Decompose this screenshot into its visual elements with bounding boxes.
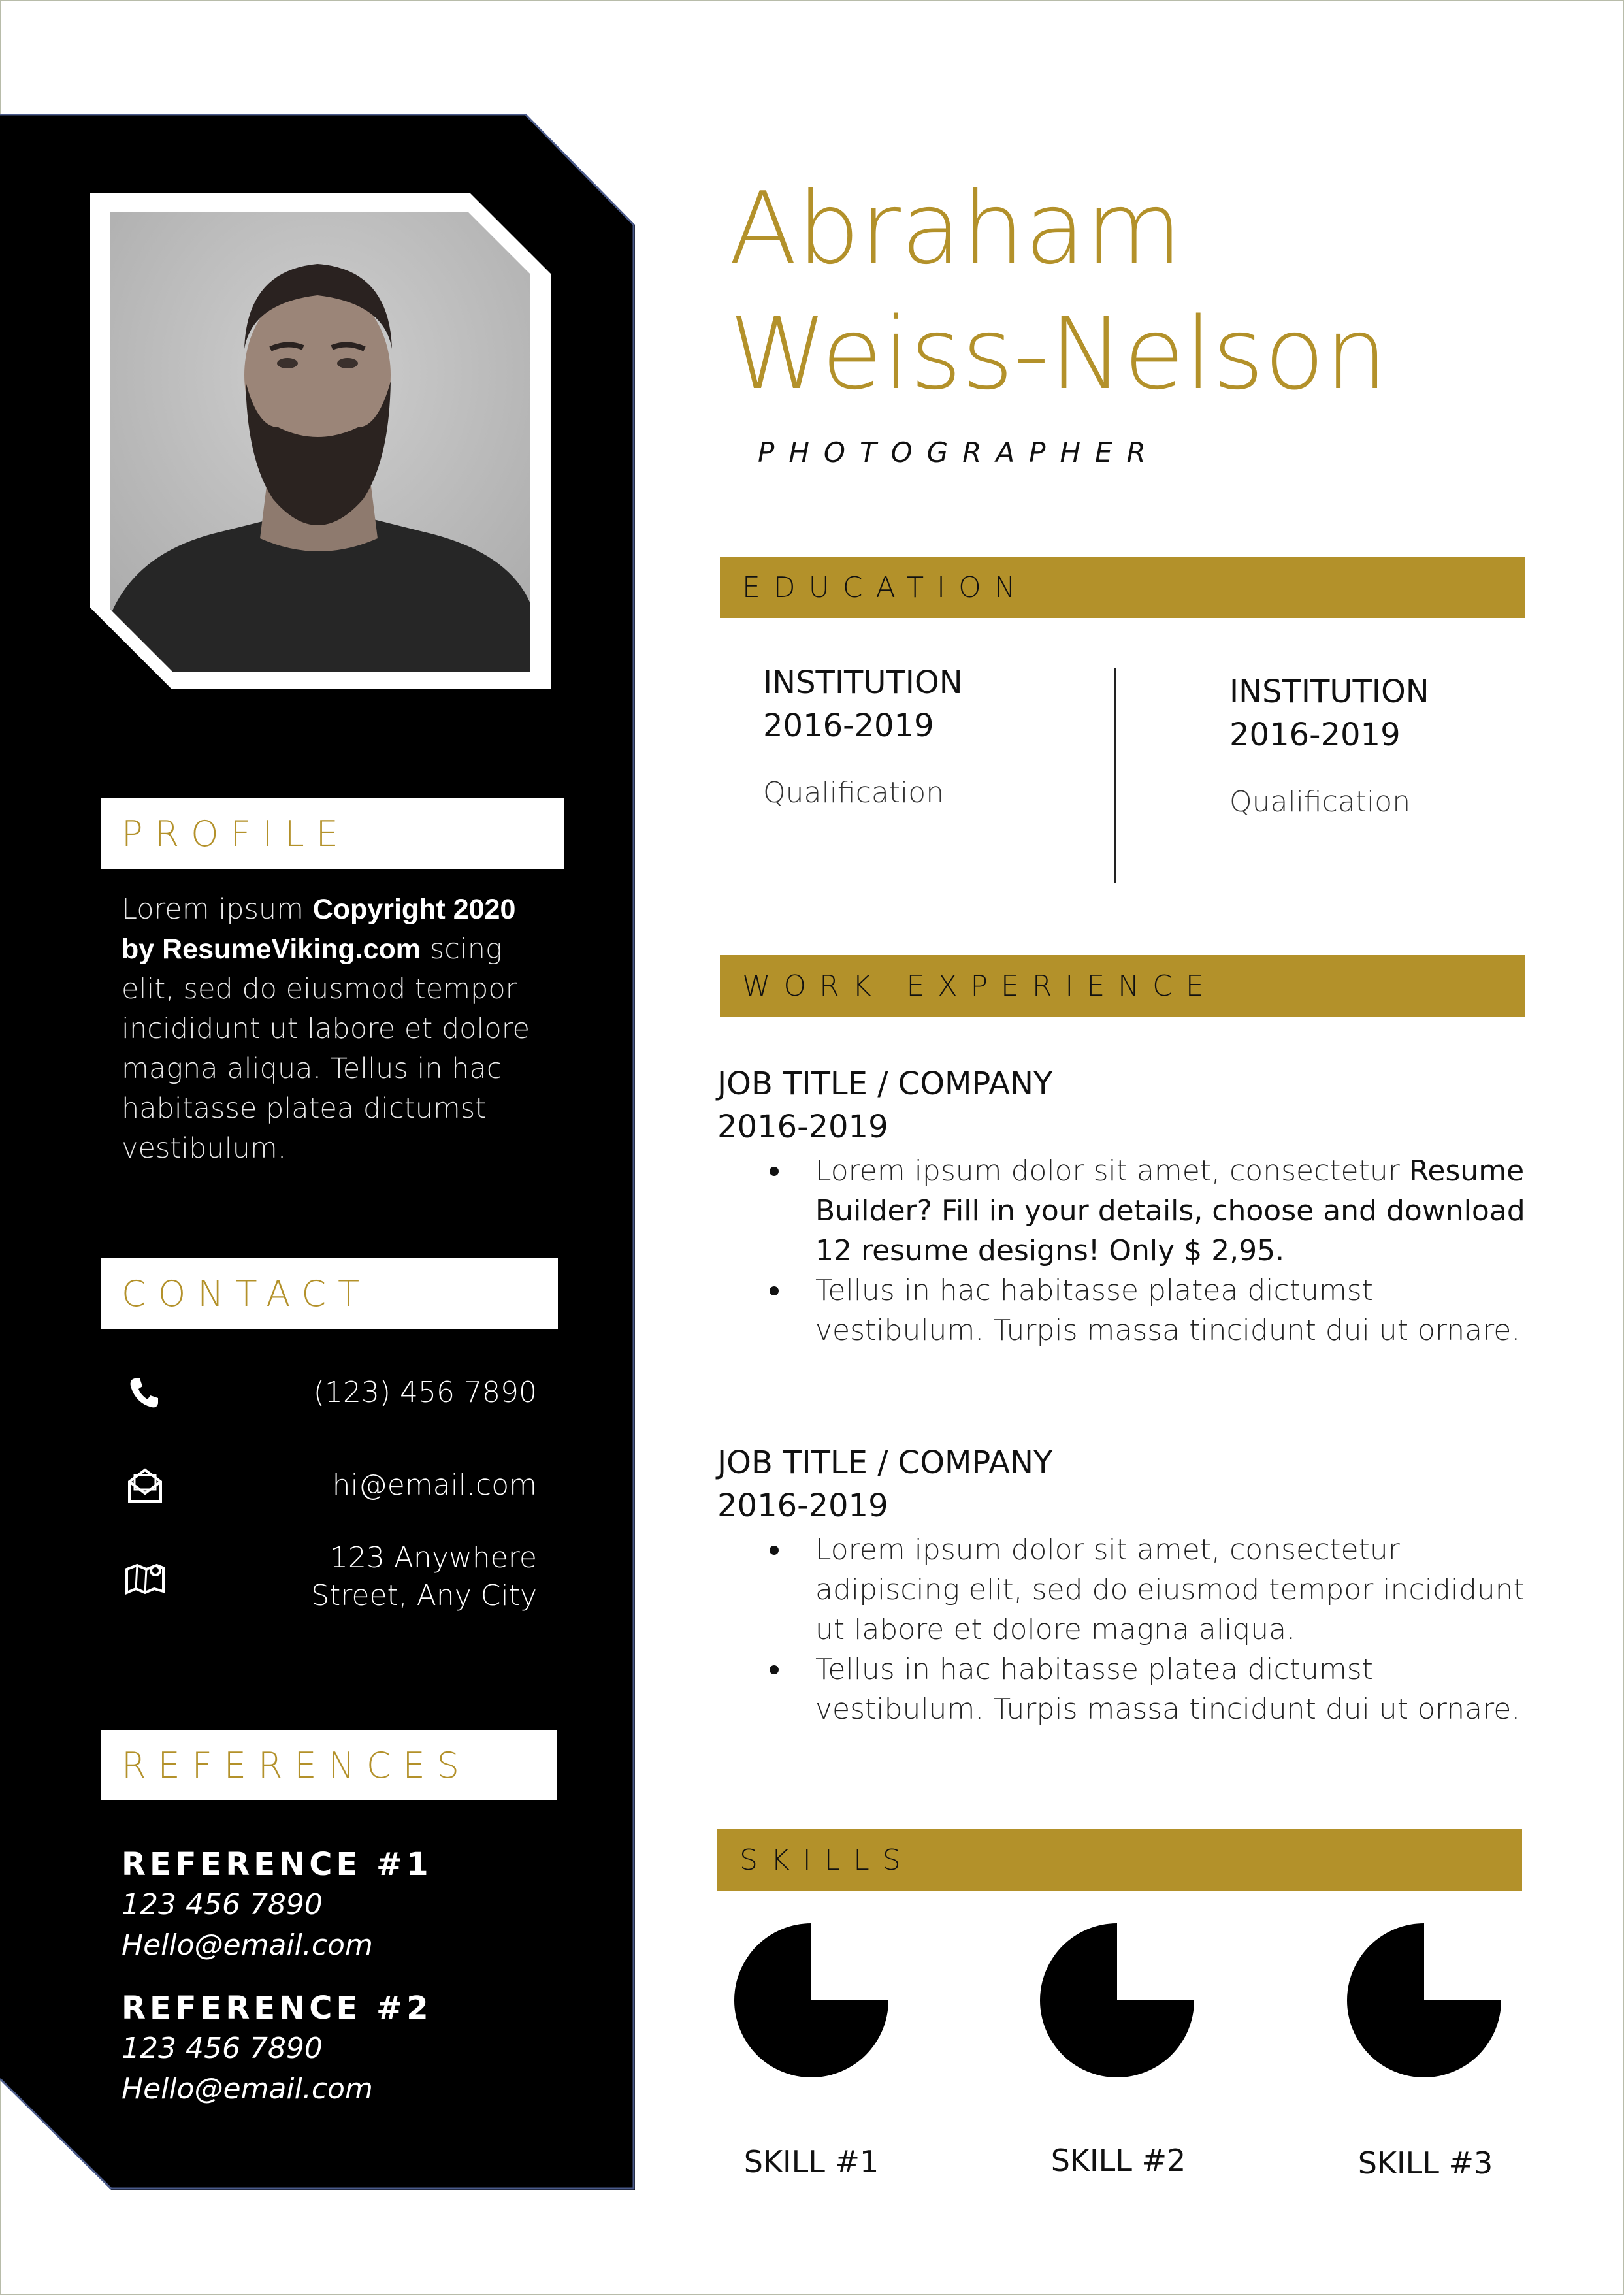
- job-1: [717, 1062, 1527, 1350]
- work-heading: WORK EXPERIENCE: [742, 969, 1217, 1003]
- skill-3-chart: [1339, 1922, 1509, 2079]
- education-1-qualification: Qualification: [763, 776, 945, 809]
- education-1-years: 2016-2019: [763, 708, 934, 744]
- job-1-bullet-1: [815, 1151, 1527, 1271]
- skills-heading: SKILLS: [739, 1843, 914, 1877]
- reference-2-name: REFERENCE #2: [122, 1990, 432, 2026]
- references-heading: REFERENCES: [122, 1744, 471, 1786]
- job-1-years: 2016-2019: [717, 1109, 888, 1145]
- name-last: Weiss-Nelson: [729, 296, 1388, 412]
- education-1-institution: INSTITUTION: [763, 664, 963, 701]
- map-icon: [122, 1554, 169, 1601]
- reference-2-email[interactable]: Hello@email.com: [122, 2072, 373, 2106]
- contact-email[interactable]: hi@email.com: [332, 1469, 537, 1502]
- education-heading-bar: [720, 557, 1525, 618]
- skill-2-chart: [1032, 1922, 1202, 2079]
- email-icon: [122, 1462, 169, 1509]
- skill-1-pie: [734, 1923, 888, 2077]
- education-2-qualification: Qualification: [1229, 785, 1411, 819]
- references-heading-box: [101, 1730, 557, 1800]
- contact-address-line1: 123 Anywhere: [329, 1541, 537, 1574]
- job-1-bullets: [717, 1151, 1527, 1350]
- education-2-institution: INSTITUTION: [1229, 674, 1429, 710]
- job-2-bullet-1: Lorem ipsum dolor sit amet, consectetur adipiscing elit, sed do eiusmod tempor incididunt ut labore et dolore magna aliqua.: [815, 1530, 1527, 1650]
- skill-3-pie: [1347, 1923, 1501, 2077]
- contact-address-line2: Street, Any City: [311, 1579, 537, 1612]
- reference-1-email[interactable]: Hello@email.com: [122, 1929, 373, 1962]
- contact-address-row: [122, 1539, 537, 1615]
- education-item-2: [1229, 670, 1569, 819]
- contact-phone[interactable]: (123) 456 7890: [313, 1376, 537, 1409]
- education-2-years: 2016-2019: [1229, 717, 1401, 753]
- phone-icon: [122, 1369, 169, 1416]
- name-first: Abraham: [729, 171, 1182, 286]
- job-2-title: JOB TITLE / COMPANY: [717, 1444, 1053, 1481]
- work-heading-bar: [720, 955, 1525, 1017]
- contact-phone-row: [122, 1369, 537, 1416]
- job-1-bullet-2: Tellus in hac habitasse platea dictumst vestibulum. Turpis massa tincidunt dui ut ornare.: [815, 1271, 1527, 1350]
- reference-1-name: REFERENCE #1: [122, 1846, 432, 1883]
- profile-text: [122, 890, 553, 1169]
- skills-heading-bar: [717, 1829, 1522, 1891]
- profile-photo: [110, 212, 530, 672]
- education-heading: EDUCATION: [742, 570, 1029, 604]
- profile-heading-box: [101, 798, 564, 869]
- skill-2-label: SKILL #2: [1050, 2143, 1186, 2178]
- reference-1-phone[interactable]: 123 456 7890: [122, 1888, 323, 1921]
- education-divider: [1114, 668, 1116, 883]
- skill-1-chart: [726, 1922, 896, 2079]
- job-1-bullet-1b: Resume Builder? Fill in your details, choose and download 12 resume designs! Only $ 2,95.: [815, 1154, 1525, 1267]
- skill-1-label: SKILL #1: [743, 2144, 879, 2179]
- profile-text-bold: Copyright 2020 by ResumeViking.com: [122, 894, 516, 965]
- education-item-1: [763, 661, 1103, 809]
- job-1-bullet-1a: Lorem ipsum dolor sit amet, consectetur: [815, 1154, 1409, 1188]
- job-2-years: 2016-2019: [717, 1488, 888, 1524]
- job-1-title: JOB TITLE / COMPANY: [717, 1066, 1053, 1102]
- contact-heading: CONTACT: [122, 1273, 372, 1314]
- contact-address: [311, 1539, 537, 1615]
- reference-2-phone[interactable]: 123 456 7890: [122, 2032, 323, 2065]
- skill-2-pie: [1040, 1923, 1194, 2077]
- skill-3-label: SKILL #3: [1357, 2145, 1493, 2181]
- profile-heading: PROFILE: [122, 813, 350, 855]
- profile-text-a: Lorem ipsum: [122, 893, 313, 926]
- contact-email-row: [122, 1462, 537, 1509]
- profile-text-c: scing elit, sed do eiusmod tempor incididunt ut labore et dolore magna aliqua. Tellus in hac habitasse platea dictumst vestibulum.: [122, 933, 530, 1165]
- job-2-bullet-2: Tellus in hac habitasse platea dictumst vestibulum. Turpis massa tincidunt dui ut ornare.: [815, 1650, 1527, 1729]
- job-title: PHOTOGRAPHER: [758, 436, 1160, 468]
- contact-heading-box: [101, 1258, 558, 1329]
- job-2: [717, 1441, 1527, 1729]
- job-2-bullets: [717, 1530, 1527, 1729]
